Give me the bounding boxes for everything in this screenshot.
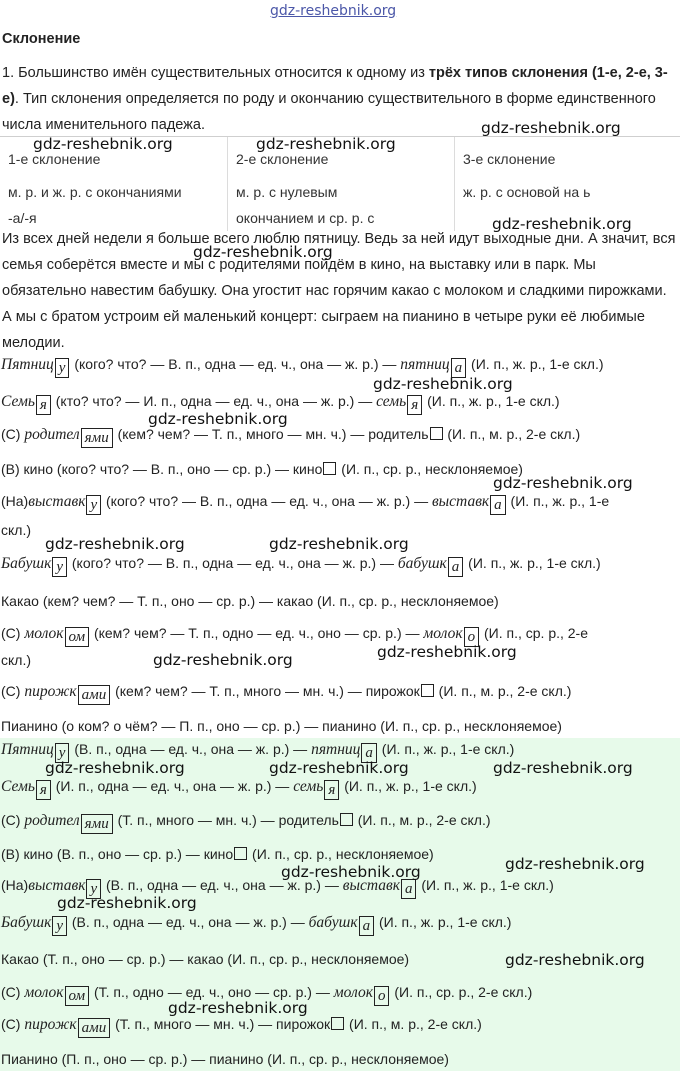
watermark: gdz-reshebnik.org — [492, 215, 632, 233]
analysis-text: (И. п., ж. р., 1-е скл.) — [423, 393, 560, 409]
watermark: gdz-reshebnik.org — [493, 474, 633, 492]
analysis-text: (В) кино (В. п., оно — ср. р.) — кино — [1, 846, 234, 862]
ending-box: я — [36, 395, 51, 415]
analysis-text: (И. п., м. р., 2-е скл.) — [345, 1016, 482, 1032]
word-stem: выставк — [431, 493, 490, 510]
watermark: gdz-reshebnik.org — [256, 135, 396, 153]
intro-bold: трёх типов склонения (1-е, 2-е, 3-е) — [2, 65, 668, 107]
watermark: gdz-reshebnik.org — [148, 410, 288, 428]
word-stem: выставк — [28, 877, 86, 894]
zero-ending-box — [340, 813, 353, 826]
watermark: gdz-reshebnik.org — [45, 759, 185, 777]
zero-ending-box — [421, 684, 434, 697]
preposition: (С) — [1, 625, 25, 641]
word-stem: пятниц — [311, 741, 361, 758]
analysis-text: (В. п., одна — ед. ч., она — ж. р.) — — [68, 914, 309, 930]
analysis-text: (И. п., ж. р., 1-е скл.) — [377, 741, 515, 757]
watermark: gdz-reshebnik.org — [373, 375, 513, 393]
preposition: (С) — [1, 426, 25, 442]
ending-box: ями — [81, 814, 113, 834]
analysis-text: (кого? что? — В. п., одна — ед. ч., она — ж. р.) — — [68, 555, 398, 571]
watermark: gdz-reshebnik.org — [33, 135, 173, 153]
watermark: gdz-reshebnik.org — [505, 855, 645, 873]
ending-box: ом — [65, 986, 90, 1006]
analysis-text: (И. п., ср. р., 2-е — [480, 625, 589, 641]
word-stem: молок — [333, 984, 373, 1001]
word-stem: Бабушк — [1, 555, 52, 572]
table-cell: м. р. с нулевым — [236, 184, 338, 200]
word-stem: бабушк — [308, 914, 358, 931]
analysis-text: (И. п., ж. р., 1-е скл.) — [375, 914, 512, 930]
zero-ending-box — [331, 1017, 344, 1030]
word-stem: Семь — [1, 393, 35, 410]
ending-box: у — [86, 495, 101, 515]
analysis-text: (И. п., м. р., 2-е скл.) — [353, 812, 491, 828]
section-heading: Склонение — [2, 31, 81, 47]
analysis-text: (кем? чем? — Т. п., много — мн. ч.) — пирожок — [111, 683, 420, 699]
analysis-line — [1, 778, 477, 800]
analysis-line — [1, 683, 571, 705]
ending-box: о — [374, 986, 390, 1006]
analysis-text: (И. п., одна — ед. ч., она — ж. р.) — — [51, 778, 294, 794]
ending-box: у — [52, 916, 67, 936]
analysis-line — [1, 914, 511, 936]
analysis-line-wrap: скл.) — [1, 522, 32, 538]
analysis-line: Пианино (П. п., оно — ср. р.) — пианино (И. п., ср. р., несклоняемое) — [1, 1051, 449, 1067]
word-stem: пирожк — [24, 1016, 77, 1033]
ending-box: а — [401, 879, 417, 899]
watermark: gdz-reshebnik.org — [269, 535, 409, 553]
watermark: gdz-reshebnik.org — [281, 863, 421, 881]
ending-box: а — [361, 743, 377, 763]
analysis-text: (В. п., одна — ед. ч., она — ж. р.) — — [102, 877, 343, 893]
table-cell: -а/-я — [8, 210, 37, 226]
table-cell: ж. р. с основой на ь — [463, 184, 591, 200]
ending-box: ами — [78, 1018, 111, 1038]
word-stem: семь — [293, 778, 324, 795]
analysis-text: (И. п., ж. р., 1-е скл.) — [464, 555, 601, 571]
ending-box: у — [55, 358, 70, 378]
word-stem: молок — [24, 625, 64, 642]
analysis-line — [1, 846, 434, 862]
watermark-top[interactable]: gdz-reshebnik.org — [270, 3, 397, 19]
word-stem: пятниц — [400, 356, 450, 373]
analysis-line — [1, 461, 523, 477]
preposition: (С) — [1, 1016, 25, 1032]
analysis-text: (кем? чем? — Т. п., одно — ед. ч., оно — ср. р.) — — [90, 625, 424, 641]
watermark: gdz-reshebnik.org — [168, 999, 308, 1017]
word-stem: семь — [376, 393, 407, 410]
analysis-line — [1, 812, 491, 834]
watermark: gdz-reshebnik.org — [481, 119, 621, 137]
analysis-line — [1, 493, 609, 515]
analysis-text: (В. п., одна — ед. ч., она — ж. р.) — — [70, 741, 312, 757]
watermark: gdz-reshebnik.org — [45, 535, 185, 553]
analysis-line — [1, 1016, 482, 1038]
watermark: gdz-reshebnik.org — [269, 759, 409, 777]
word-stem: молок — [24, 984, 64, 1001]
ending-box: ом — [65, 627, 90, 647]
ending-box: а — [451, 358, 467, 378]
intro-text: 1. Большинство имён существительных относится к одному из — [2, 65, 429, 81]
analysis-line — [1, 426, 580, 448]
watermark: gdz-reshebnik.org — [193, 243, 333, 261]
ending-box: а — [359, 916, 375, 936]
table-cell: м. р. и ж. р. с окончаниями — [8, 184, 182, 200]
analysis-text: (Т. п., одно — ед. ч., оно — ср. р.) — — [90, 984, 334, 1000]
ending-box: я — [407, 395, 422, 415]
word-stem: родител — [24, 812, 80, 829]
watermark: gdz-reshebnik.org — [57, 894, 197, 912]
table-header-3: 3-е склонение — [463, 151, 556, 167]
preposition: (С) — [1, 984, 25, 1000]
analysis-text: (И. п., м. р., 2-е скл.) — [434, 683, 572, 699]
analysis-text: (И. п., ж. р., 1-е — [506, 493, 610, 509]
ending-box: о — [464, 627, 480, 647]
analysis-text: (Т. п., много — мн. ч.) — пирожок — [111, 1016, 331, 1032]
ending-box: а — [490, 495, 506, 515]
analysis-line-wrap: скл.) — [1, 652, 32, 668]
analysis-line — [1, 356, 604, 378]
word-stem: пирожк — [24, 683, 77, 700]
word-stem: Семь — [1, 778, 35, 795]
analysis-text: (И. п., ж. р., 1-е скл.) — [417, 877, 554, 893]
watermark: gdz-reshebnik.org — [153, 651, 293, 669]
ending-box: у — [52, 557, 67, 577]
analysis-text: (И. п., ж. р., 1-е скл.) — [467, 356, 604, 372]
ending-box: ами — [78, 685, 111, 705]
analysis-text: (И. п., ср. р., несклоняемое) — [337, 461, 523, 477]
word-stem: Бабушк — [1, 914, 52, 931]
analysis-line — [1, 555, 601, 577]
table-header-1: 1-е склонение — [8, 151, 101, 167]
analysis-text: (Т. п., много — мн. ч.) — родитель — [113, 812, 339, 828]
watermark: gdz-reshebnik.org — [505, 951, 645, 969]
analysis-text: (кем? чем? — Т. п., много — мн. ч.) — родитель — [113, 426, 429, 442]
word-stem: Пятниц — [1, 741, 54, 758]
preposition: (С) — [1, 812, 25, 828]
analysis-text: (кто? что? — И. п., одна — ед. ч., она — ж. р.) — — [51, 393, 377, 409]
analysis-text: (В) кино (кого? что? — В. п., оно — ср. р.) — кино — [1, 461, 323, 477]
analysis-text: (И. п., ср. р., 2-е скл.) — [390, 984, 533, 1000]
analysis-text: (кого? что? — В. п., одна — ед. ч., она — ж. р.) — — [70, 356, 401, 372]
ending-box: ями — [81, 428, 113, 448]
analysis-text: (И. п., м. р., 2-е скл.) — [443, 426, 581, 442]
table-cell: окончанием и ср. р. с — [236, 210, 375, 226]
word-stem: выставк — [28, 493, 86, 510]
zero-ending-box — [323, 462, 336, 475]
analysis-line: Пианино (о ком? о чём? — П. п., оно — ср. р.) — пианино (И. п., ср. р., несклоняемое) — [1, 718, 562, 734]
word-stem: выставк — [342, 877, 400, 894]
ending-box: а — [448, 557, 464, 577]
word-stem: молок — [423, 625, 463, 642]
preposition: (На) — [1, 877, 29, 893]
analysis-text: (кого? что? — В. п., одна — ед. ч., она — ж. р.) — — [102, 493, 432, 509]
ending-box: у — [55, 743, 70, 763]
analysis-text: (И. п., ср. р., несклоняемое) — [248, 846, 434, 862]
ending-box: я — [324, 780, 339, 800]
preposition: (С) — [1, 683, 25, 699]
ending-box: я — [36, 780, 51, 800]
word-stem: Пятниц — [1, 356, 54, 373]
intro-text-end: . Тип склонения определяется по роду и окончанию существительного в форме единственного числа именительного падежа. — [2, 91, 656, 133]
table-header-2: 2-е склонение — [236, 151, 329, 167]
zero-ending-box — [234, 847, 247, 860]
exercise-text: Из всех дней недели я больше всего люблю пятницу. Ведь за ней идут выходные дни. А значит, вся семья соберётся вместе и мы с родителями пойдём в кино, на выставку или в парк. Мы обязательно навестим бабушку. Она угостит нас горячим какао с молоком и сладкими пирожками. А мы с братом устроим ей маленький концерт: сыграем на пианино в четыре руки её любимые мелодии. — [2, 231, 676, 351]
preposition: (На) — [1, 493, 29, 509]
analysis-line: Какао (Т. п., оно — ср. р.) — какао (И. п., ср. р., несклоняемое) — [1, 951, 410, 967]
watermark: gdz-reshebnik.org — [493, 759, 633, 777]
analysis-line: Какао (кем? чем? — Т. п., оно — ср. р.) — какао (И. п., ср. р., несклоняемое) — [1, 593, 499, 609]
word-stem: родител — [24, 426, 80, 443]
analysis-text: (И. п., ж. р., 1-е скл.) — [340, 778, 477, 794]
word-stem: бабушк — [397, 555, 447, 572]
zero-ending-box — [430, 427, 443, 440]
watermark: gdz-reshebnik.org — [377, 643, 517, 661]
ending-box: у — [86, 879, 101, 899]
